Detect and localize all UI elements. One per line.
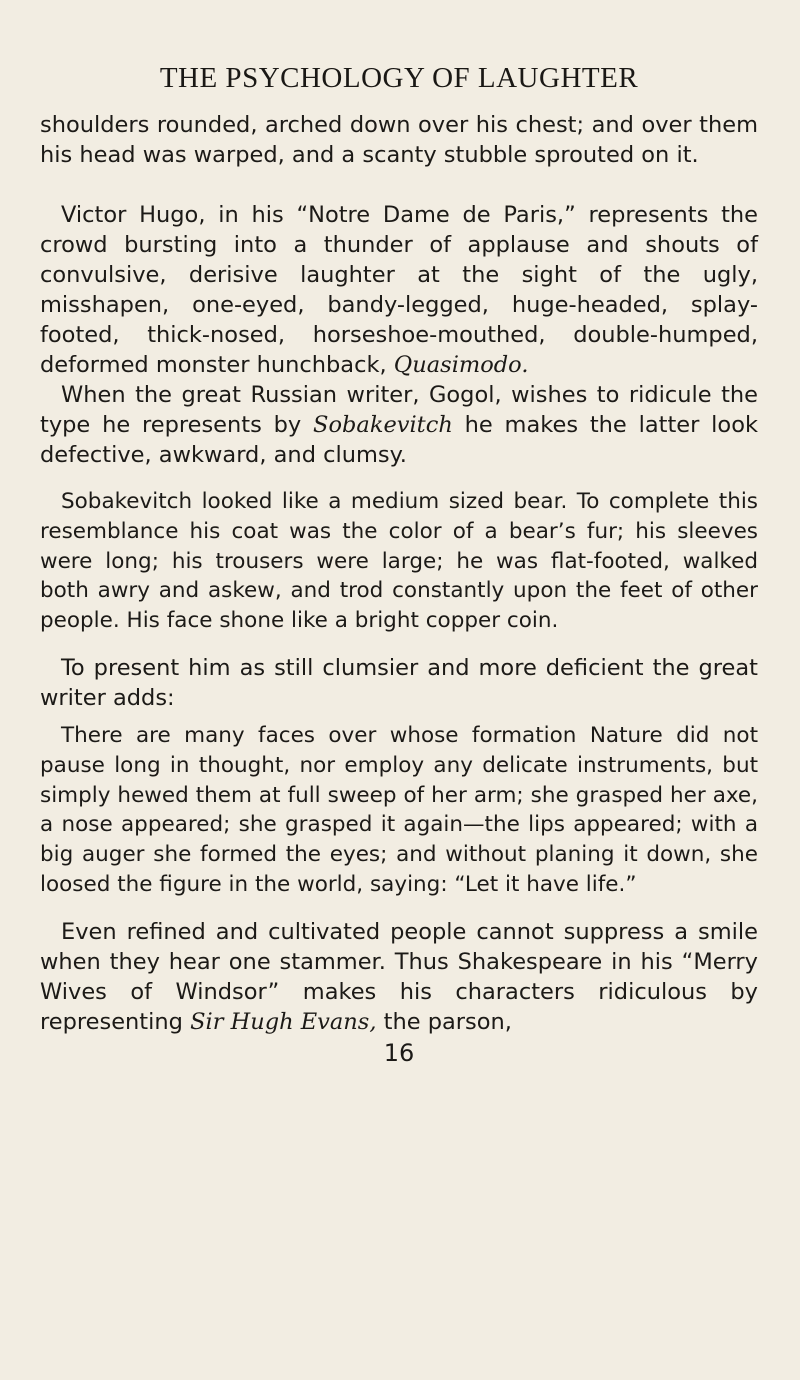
paragraph-continuation: shoulders rounded, arched down over his chest; and over them his head was warped, and a scanty stubble sprouted on it. <box>40 112 758 168</box>
paragraph-hugo-text: Victor Hugo, in his “Notre Dame de Paris,” represents the crowd bursting into a thunder of applause and shouts of convulsive, derisive laughter at the sight of the ugly, misshapen, one-eyed, bandy-legged, huge-headed, splay-footed, thick-nosed, horseshoe-mouthed, double-humped, deformed monster hunchback, <box>40 202 758 378</box>
page-body <box>40 110 758 1068</box>
block-quote-sobakevitch: Sobakevitch looked like a medium sized bear. To complete this resemblance his coat was the color of a bear’s fur; his sleeves were long; his trousers were large; he was flat-footed, walked both awry and askew, and trod constantly upon the feet of other people. His face shone like a bright copper coin. <box>40 489 758 634</box>
paragraph-hugo <box>40 200 758 380</box>
paragraph-gogol-text-start: When the great Russian writer, Gogol, wishes to ridicule the type he represents by <box>40 382 758 438</box>
paragraph-stammer-text-start: Even refined and cultivated people cannot suppress a smile when they hear one stammer. Thus Shakespeare in his “Merry Wives of Windsor” makes his characters ridiculous by representing <box>40 918 758 1035</box>
paragraph-stammer-text-end: the parson, <box>376 1008 512 1035</box>
quasimodo-italic: Quasimodo. <box>393 352 529 378</box>
paragraph-great-writer-adds: To present him as still clumsier and more deficient the great writer adds: <box>40 654 758 711</box>
paragraph-gogol-text-end: he makes the latter look defective, awkward, and clumsy. <box>40 412 758 468</box>
sobakevitch-italic: Sobakevitch <box>313 412 453 438</box>
paragraph-stammer <box>40 917 758 1037</box>
page-number: 16 <box>383 1038 415 1067</box>
running-head: THE PSYCHOLOGY OF LAUGHTER <box>159 62 639 94</box>
paragraph-gogol <box>40 380 758 470</box>
sir-hugh-evans-italic: Sir Hugh Evans, <box>190 1008 377 1035</box>
block-quote-nature: There are many faces over whose formation Nature did not pause long in thought, nor employ any delicate instruments, but simply hewed them at full sweep of her arm; she grasped her axe, a nose appeared; she grasped it again—the lips appeared; with a big auger she formed the eyes; and without planing it down, she loosed the figure in the world, saying: “Let it have life.” <box>40 722 758 897</box>
